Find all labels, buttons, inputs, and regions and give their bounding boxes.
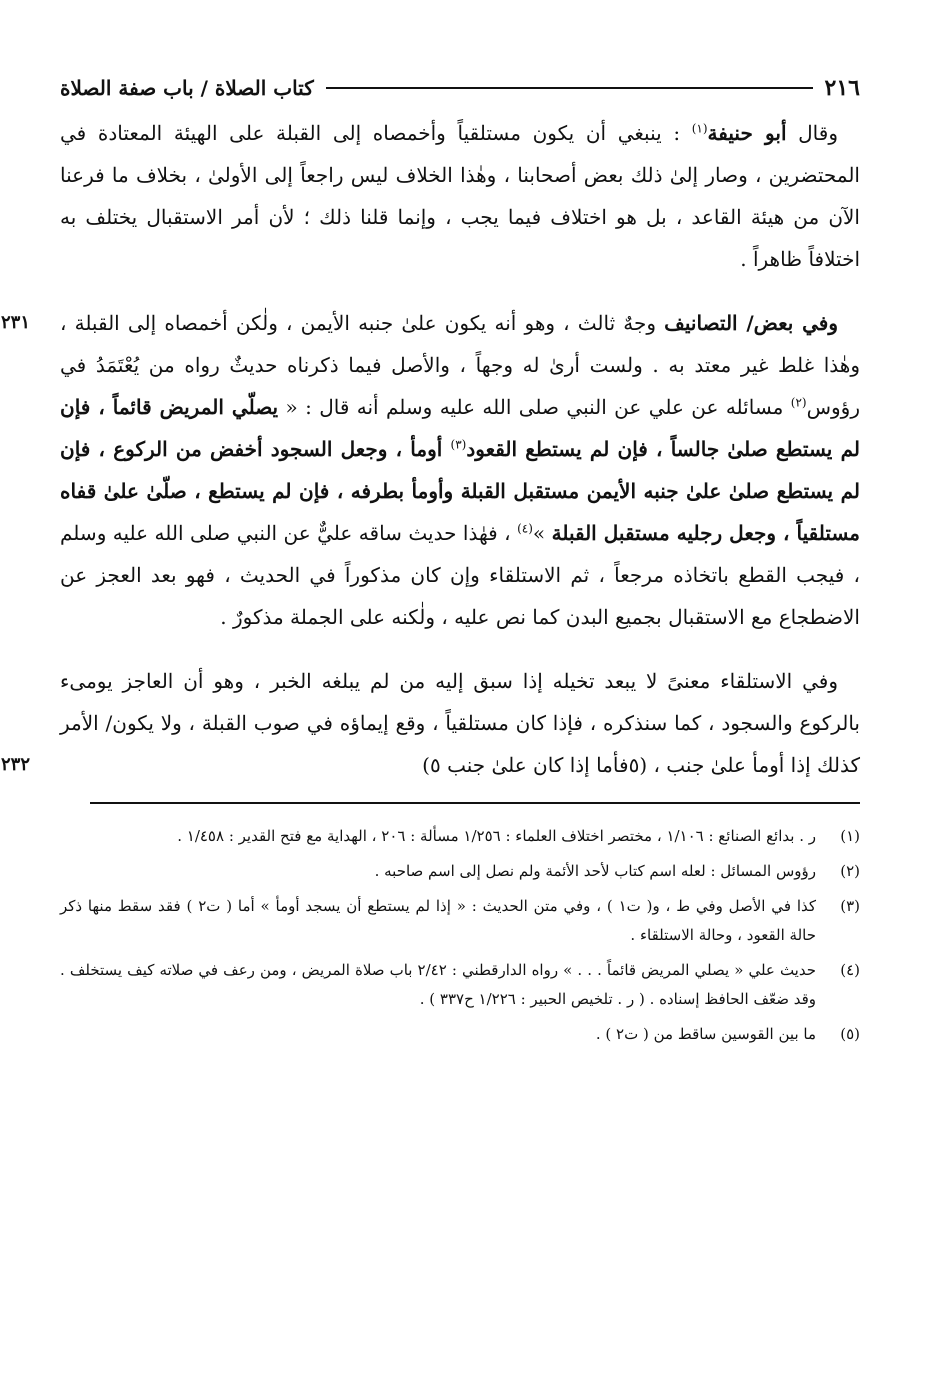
footnotes	[60, 822, 860, 1049]
para2-text-4: ، فهٰذا حديث ساقه عليٌّ عن النبي صلى الله عليه وسلم ، فيجب القطع باتخاذه مرجعاً ، ثم الاستلقاء وإن كان مذكوراً في الحديث ، فهو بعد العجز عن الاضطجاع مع الاستقبال بجميع البدن كما نص عليه ، ولٰكنه على الجملة مذكورٌ .	[60, 521, 860, 629]
paragraph-2	[0, 302, 861, 638]
running-title: كتاب الصلاة / باب صفة الصلاة	[60, 76, 314, 100]
footnote-text: حديث علي « يصلي المريض قائماً . . . » رواه الدارقطني : ٢/٤٢ باب صلاة المريض ، ومن رعف في صلاته كيف يستخلف . وقد ضعّف الحافظ إسناده . ( ر . تلخيص الحبير : ١/٢٢٦ ح٣٣٧ ) .	[60, 961, 816, 1008]
footnote-ref-2: (٢)	[790, 395, 807, 410]
para2-bold-1: وفي بعض/ التصانيف	[664, 311, 838, 335]
footnote-ref-4: (٤)	[517, 521, 533, 536]
para3-text: وفي الاستلقاء معنىً لا يبعد تخيله إذا سبق إليه من لم يبلغه الخبر ، وهو أن العاجز يومىء بالركوع والسجود ، كما سنذكره ، فإذا كان مستلقياً ، وقع إيماؤه في صوب القبلة ، ولا يكون/ الأمر كذلك إذا أومأ علىٰ جنب ، (٥فأما إذا كان علىٰ جنب ٥)	[60, 669, 860, 777]
para2-text-1: وجهٌ ثالث ، وهو أنه يكون علىٰ جنبه الأيمن ، ولٰكن أخمصاه إلى القبلة ، وهٰذا غلط غير معتد به . ولست أرىٰ له وجهاً ، والأصل فيما ذكرناه حديثٌ رواه من يُعْتَمَدُ في رؤوس	[60, 311, 860, 419]
footnote-1	[60, 822, 860, 851]
footnote-ref-3: (٣)	[450, 437, 467, 452]
para1-author: أبو حنيفة	[707, 121, 787, 145]
paragraph-1	[60, 112, 860, 280]
footnote-number: (١)	[840, 827, 860, 845]
header-rule	[326, 87, 813, 89]
footnote-text: ما بين القوسين ساقط من ( ت٢ ) .	[595, 1025, 816, 1043]
footnote-number: (٥)	[840, 1025, 860, 1043]
book-page	[0, 70, 861, 1055]
footnote-number: (٤)	[840, 961, 860, 979]
page-header	[60, 70, 860, 106]
para1-text: : ينبغي أن يكون مستلقياً وأخمصاه إلى القبلة على الهيئة المعتادة في المحتضرين ، وصار إلىٰ ذلك بعض أصحابنا ، وهٰذا الخلاف ليس راجعاً إلى الأولىٰ ، بخلاف ما فرعنا الآن من هيئة القاعد ، بل هو اختلاف فيما يجب ، وإنما قلنا ذلك ؛ لأن أمر الاستقبال يختلف به اختلافاً ظاهراً .	[60, 121, 860, 271]
page-number: ٢١٦	[824, 75, 860, 101]
footnote-separator	[90, 802, 860, 804]
footnote-3	[60, 892, 860, 950]
footnote-text: ر . بدائع الصنائع : ١/١٠٦ ، مختصر اختلاف العلماء : ١/٢٥٦ مسألة : ٢٠٦ ، الهداية مع فتح القدير : ١/٤٥٨ .	[177, 827, 816, 845]
para2-text-3: »	[532, 521, 552, 545]
para1-lead: وقال	[786, 121, 838, 145]
footnote-number: (٣)	[840, 897, 860, 915]
footnote-2	[60, 857, 860, 886]
para2-hadith-1: يصلّي المريض قائماً ، فإن لم يستطع صلىٰ جالساً ، فإن لم يستطع القعود	[60, 395, 860, 461]
margin-number-232: ٢٣٢	[0, 754, 30, 775]
footnote-5	[60, 1020, 860, 1049]
para2-hadith-2: أومأ ، وجعل السجود أخفض من الركوع ، فإن لم يستطع صلىٰ علىٰ جنبه الأيمن مستقبل القبلة وأومأ بطرفه ، فإن لم يستطع ، صلّىٰ علىٰ قفاه مستلقياً ، وجعل رجليه مستقبل القبلة	[60, 437, 861, 545]
margin-number-231: ٢٣١	[0, 312, 30, 333]
footnote-text: كذا في الأصل وفي ط ، و( ت١ ) ، وفي متن الحديث : « إذا لم يستطع أن يسجد أومأ » أما ( ت٢ ) فقد سقط منها ذكر حالة القعود ، وحالة الاستلقاء .	[60, 897, 816, 944]
footnote-text: رؤوس المسائل : لعله اسم كتاب لأحد الأئمة ولم نصل إلى اسم صاحبه .	[374, 862, 816, 880]
paragraph-3	[0, 660, 860, 786]
para2-text-2: مسائله عن علي عن النبي صلى الله عليه وسلم أنه قال : «	[278, 395, 791, 419]
footnote-4	[60, 956, 860, 1014]
footnote-ref-1: (١)	[691, 121, 708, 136]
footnote-number: (٢)	[840, 862, 860, 880]
